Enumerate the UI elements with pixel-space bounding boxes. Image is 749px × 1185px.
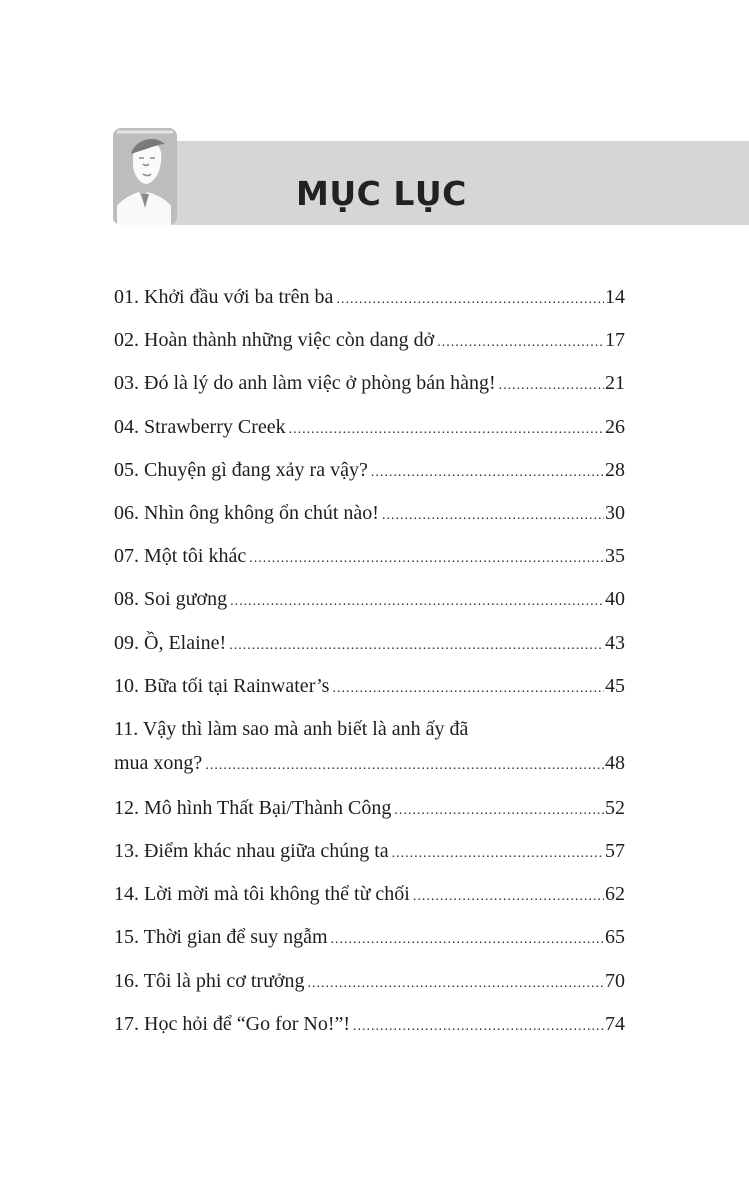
dot-leader: [289, 406, 604, 451]
dot-leader: [499, 362, 604, 407]
dot-leader: [413, 873, 604, 918]
toc-entry-page: 48: [605, 751, 625, 774]
toc-entry: [114, 449, 625, 492]
dot-leader: [249, 535, 604, 580]
dot-leader: [332, 665, 604, 710]
dot-leader: [353, 1003, 604, 1048]
toc-entry-title: 07. Một tôi khác: [114, 545, 247, 568]
toc-entry-title: 16. Tôi là phi cơ trưởng: [114, 969, 305, 992]
toc-entry: [114, 406, 625, 449]
toc-entry-page: 28: [605, 458, 625, 481]
toc-entry-title: 03. Đó là lý do anh làm việc ở phòng bán hàng!: [114, 372, 496, 395]
toc-entry-page: 14: [605, 286, 625, 308]
toc-entry: [114, 708, 625, 787]
toc-entry: [114, 276, 625, 319]
toc-entry: [114, 492, 625, 535]
page-title: MỤC LỤC: [296, 174, 467, 213]
dot-leader: [205, 746, 604, 783]
toc-entry-page: 43: [605, 631, 625, 654]
toc-list: [114, 276, 625, 1046]
toc-entry-title: 13. Điểm khác nhau giữa chúng ta: [114, 840, 389, 863]
toc-entry-continuation: [114, 746, 625, 783]
toc-entry-page: 40: [605, 588, 625, 611]
toc-entry: [114, 873, 625, 916]
toc-entry-title: 14. Lời mời mà tôi không thể từ chối: [114, 883, 410, 906]
toc-entry-page: 17: [605, 329, 625, 352]
dot-leader: [382, 492, 604, 537]
toc-entry-title: 11. Vậy thì làm sao mà anh biết là anh ấy đã: [114, 717, 469, 740]
dot-leader: [371, 449, 604, 494]
toc-entry-title: 10. Bữa tối tại Rainwater’s: [114, 674, 330, 697]
toc-entry: [114, 1003, 625, 1046]
toc-entry-title: 06. Nhìn ông không ổn chút nào!: [114, 501, 379, 524]
toc-entry-page: 52: [605, 796, 625, 819]
toc-entry: [114, 787, 625, 830]
toc-entry-title-cont: mua xong?: [114, 751, 203, 774]
dot-leader: [331, 916, 604, 961]
toc-entry: [114, 319, 625, 362]
toc-entry: [114, 622, 625, 665]
dot-leader: [230, 578, 604, 623]
toc-entry-title: 12. Mô hình Thất Bại/Thành Công: [114, 796, 392, 819]
toc-entry: [114, 665, 625, 708]
dot-leader: [336, 276, 604, 321]
toc-entry: [114, 362, 625, 405]
toc-entry-title: 04. Strawberry Creek: [114, 415, 286, 438]
toc-entry-page: 57: [605, 840, 625, 863]
dot-leader: [437, 319, 604, 364]
toc-entry-title: 01. Khởi đầu với ba trên ba: [114, 286, 334, 308]
toc-entry: [114, 916, 625, 959]
toc-entry-page: 62: [605, 883, 625, 906]
dot-leader: [308, 960, 605, 1005]
dot-leader: [392, 830, 604, 875]
toc-entry-title: 15. Thời gian để suy ngẫm: [114, 926, 328, 949]
toc-entry-title: 09. Ồ, Elaine!: [114, 631, 227, 654]
toc-entry: [114, 578, 625, 621]
toc-entry-page: 65: [605, 926, 625, 949]
toc-entry: [114, 535, 625, 578]
toc-entry-title: 08. Soi gương: [114, 588, 228, 611]
toc-entry-title: 05. Chuyện gì đang xảy ra vậy?: [114, 458, 368, 481]
toc-entry-page: 70: [605, 969, 625, 992]
toc-entry-title: 17. Học hỏi để “Go for No!”!: [114, 1012, 351, 1035]
toc-entry-page: 45: [605, 674, 625, 697]
toc-entry-page: 74: [605, 1012, 625, 1035]
portrait-icon: [113, 128, 177, 225]
toc-entry-page: 26: [605, 415, 625, 438]
dot-leader: [229, 622, 604, 667]
toc-entry: [114, 960, 625, 1003]
toc-entry-page: 30: [605, 501, 625, 524]
toc-entry: [114, 830, 625, 873]
toc-entry-page: 21: [605, 372, 625, 395]
dot-leader: [394, 787, 604, 832]
toc-entry-title: 02. Hoàn thành những việc còn dang dở: [114, 329, 435, 352]
toc-entry-page: 35: [605, 545, 625, 568]
